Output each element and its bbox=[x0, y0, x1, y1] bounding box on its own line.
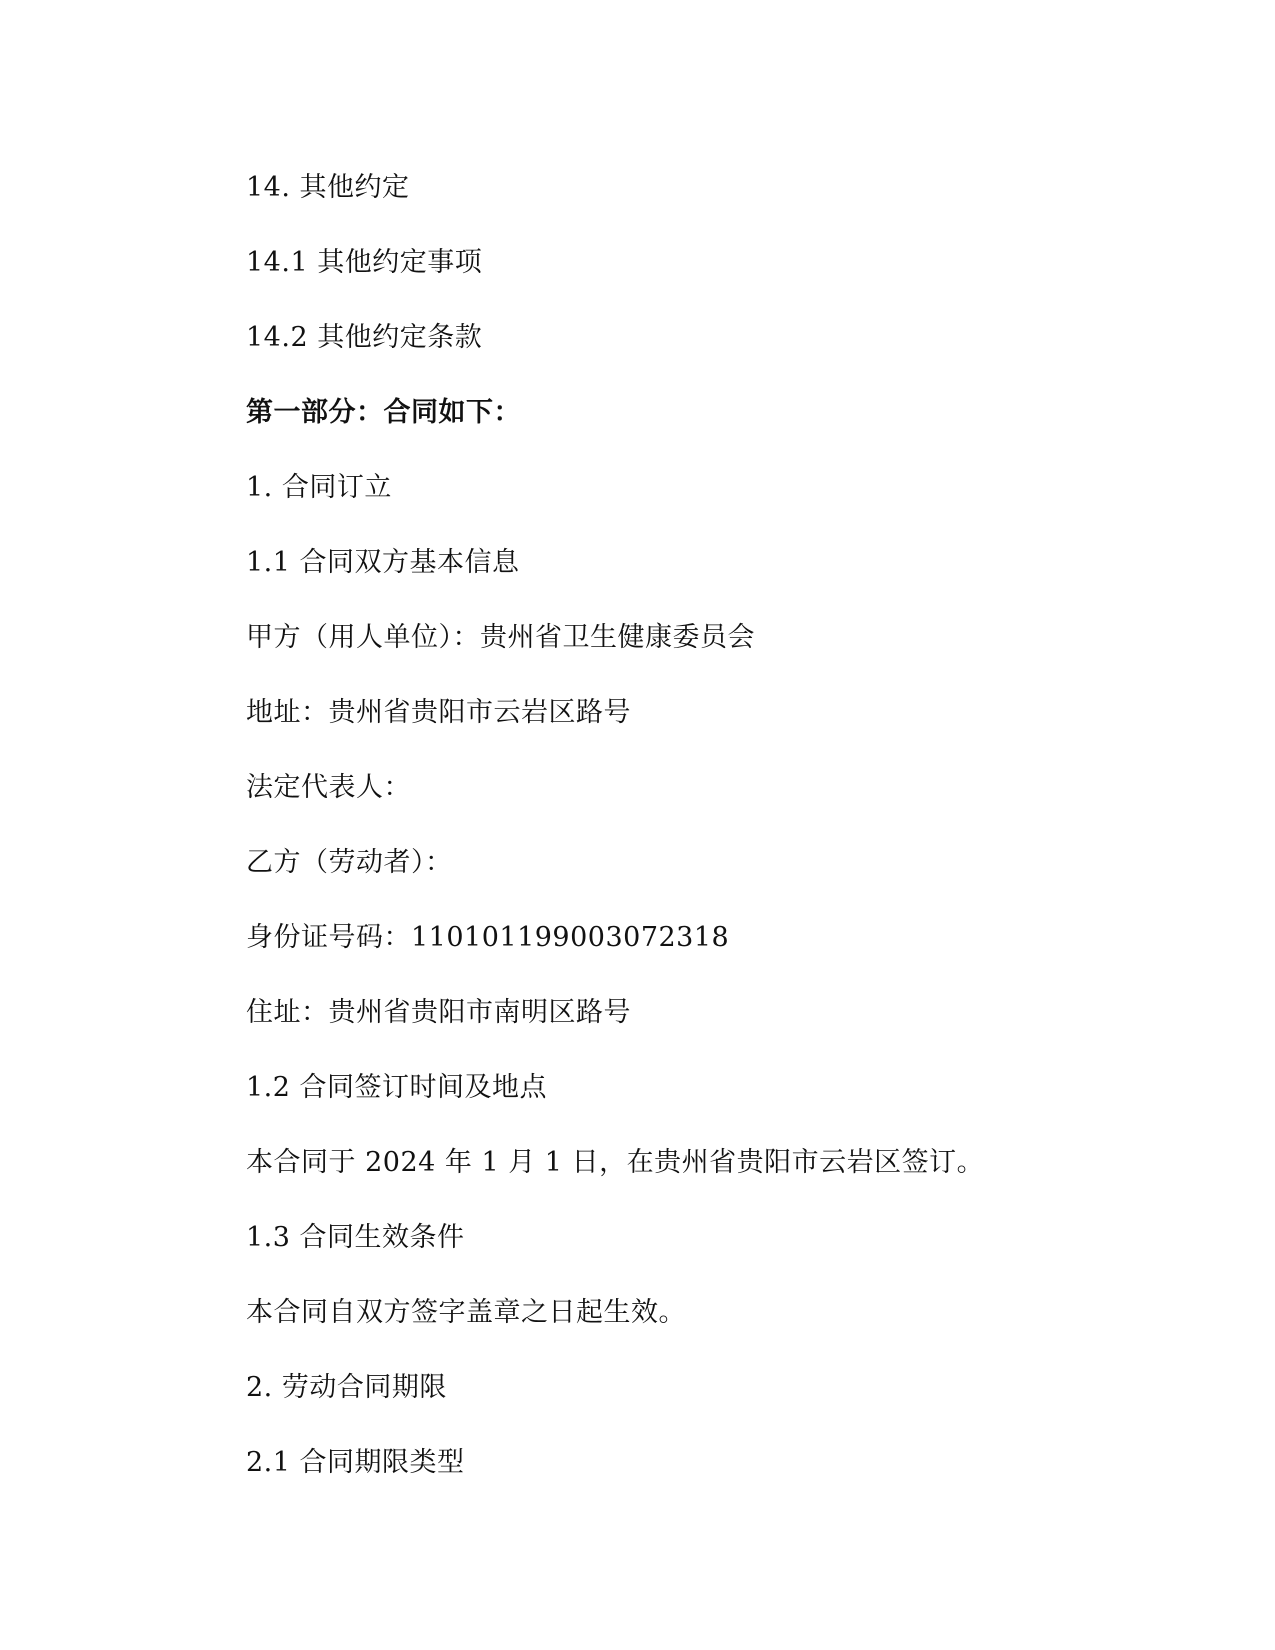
section-14-heading: 14. 其他约定 bbox=[246, 172, 410, 203]
party-a-address: 地址：贵州省贵阳市云岩区路号 bbox=[246, 697, 631, 728]
party-b-line: 乙方（劳动者）： bbox=[246, 847, 453, 878]
legal-representative: 法定代表人： bbox=[246, 772, 411, 803]
clause-14-2: 14.2 其他约定条款 bbox=[246, 322, 483, 353]
clause-14-1: 14.1 其他约定事项 bbox=[246, 247, 483, 278]
part-one-heading: 第一部分：合同如下： bbox=[246, 397, 521, 428]
party-a-line: 甲方（用人单位）：贵州省卫生健康委员会 bbox=[246, 622, 755, 653]
signing-statement: 本合同于 2024 年 1 月 1 日，在贵州省贵阳市云岩区签订。 bbox=[246, 1147, 985, 1178]
clause-1-2: 1.2 合同签订时间及地点 bbox=[246, 1072, 548, 1103]
clause-1-3: 1.3 合同生效条件 bbox=[246, 1222, 465, 1253]
party-b-address: 住址：贵州省贵阳市南明区路号 bbox=[246, 997, 631, 1028]
clause-2-1: 2.1 合同期限类型 bbox=[246, 1447, 465, 1478]
id-number-line: 身份证号码：110101199003072318 bbox=[246, 922, 730, 953]
document-body bbox=[246, 161, 1146, 1511]
effective-statement: 本合同自双方签字盖章之日起生效。 bbox=[246, 1297, 686, 1328]
section-2-heading: 2. 劳动合同期限 bbox=[246, 1372, 447, 1403]
section-1-heading: 1. 合同订立 bbox=[246, 472, 392, 503]
clause-1-1: 1.1 合同双方基本信息 bbox=[246, 547, 520, 578]
